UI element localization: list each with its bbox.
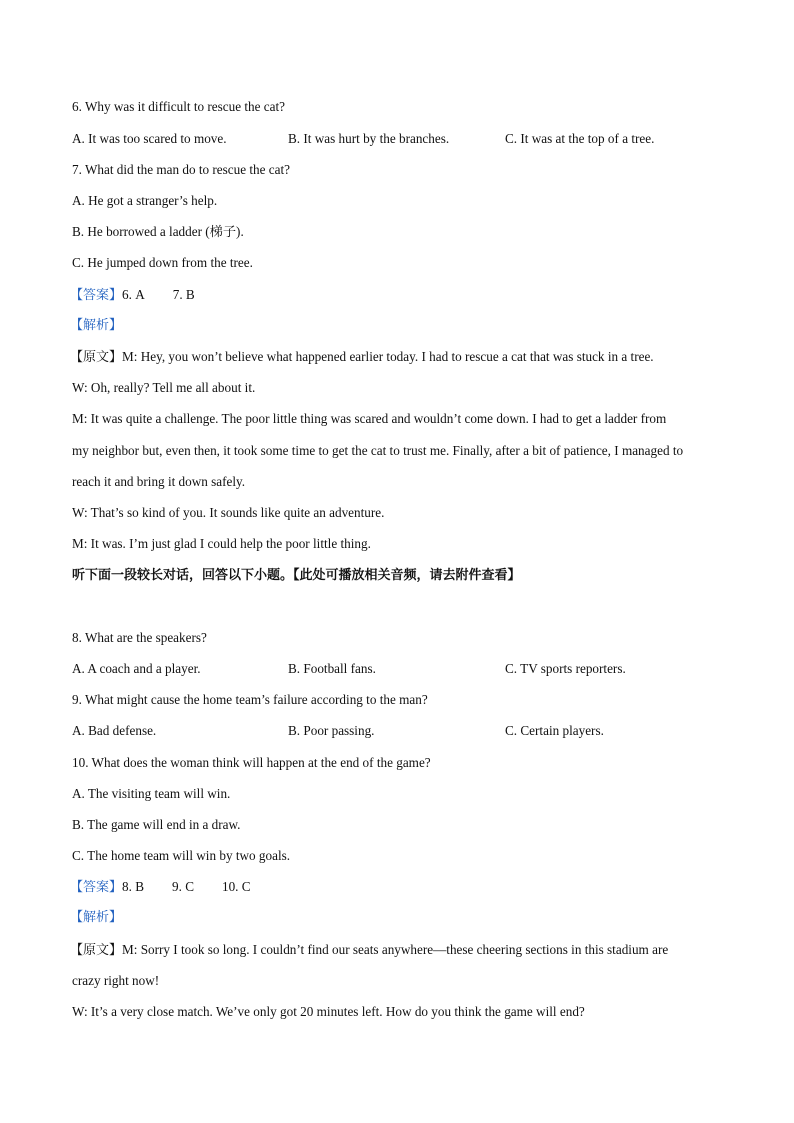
answer-7: 7. B	[172, 287, 195, 302]
analysis-label-1: 【解析】	[70, 318, 123, 333]
q9-option-a: A. Bad defense.	[72, 723, 157, 738]
q7-option-c: C. He jumped down from the tree.	[72, 255, 253, 270]
transcript-1-line-2: M: It was quite a challenge. The poor little thing was scared and wouldn’t come down. I had to get a ladder from	[72, 411, 667, 426]
transcript-2-line-2: W: It’s a very close match. We’ve only got 20 minutes left. How do you think the game will end?	[72, 1004, 585, 1019]
answer-label: 【答案】	[70, 288, 123, 303]
analysis-label-2: 【解析】	[70, 910, 123, 925]
section-instruction: 听下面一段较长对话，回答以下小题。【此处可播放相关音频，请去附件查看】	[72, 568, 521, 583]
transcript-1-line-6: M: It was. I’m just glad I could help the poor little thing.	[72, 536, 371, 551]
q6-option-b: B. It was hurt by the branches.	[288, 131, 450, 146]
transcript-1-line-4: reach it and bring it down safely.	[72, 474, 246, 489]
q8-option-a: A. A coach and a player.	[72, 661, 201, 676]
q8-option-b: B. Football fans.	[288, 661, 376, 676]
q7-option-a: A. He got a stranger’s help.	[72, 193, 218, 208]
q8-option-c: C. TV sports reporters.	[505, 661, 626, 676]
transcript-1-line-3: my neighbor but, even then, it took some time to get the cat to trust me. Finally, after a bit of patience, I managed to	[72, 443, 684, 458]
q7-option-b: B. He borrowed a ladder (梯子).	[72, 224, 244, 239]
transcript-2-line-0: 【原文】M: Sorry I took so long. I couldn’t find our seats anywhere—these cheering sections in this stadium are	[70, 942, 669, 958]
q6-option-c: C. It was at the top of a tree.	[505, 131, 655, 146]
question-9: 9. What might cause the home team’s failure according to the man?	[72, 692, 428, 707]
transcript-1-line-5: W: That’s so kind of you. It sounds like quite an adventure.	[72, 505, 385, 520]
question-10: 10. What does the woman think will happen at the end of the game?	[72, 755, 431, 770]
q10-option-c: C. The home team will win by two goals.	[72, 848, 291, 863]
answer-label: 【答案】	[70, 880, 123, 895]
answer-block-1	[70, 286, 195, 305]
transcript-label: 【原文】	[70, 943, 123, 958]
question-7: 7. What did the man do to rescue the cat?	[72, 162, 291, 177]
answer-block-2	[70, 878, 251, 897]
question-6: 6. Why was it difficult to rescue the cat?	[72, 99, 286, 114]
transcript-1-line-1: W: Oh, really? Tell me all about it.	[72, 380, 256, 395]
answer-10: 10. C	[221, 879, 251, 894]
q10-option-b: B. The game will end in a draw.	[72, 817, 241, 832]
transcript-1-line-0: 【原文】M: Hey, you won’t believe what happened earlier today. I had to rescue a cat that was stuck in a tree.	[70, 349, 654, 365]
q9-option-b: B. Poor passing.	[288, 723, 375, 738]
q9-option-c: C. Certain players.	[505, 723, 604, 738]
answer-8: 8. B	[122, 879, 144, 894]
answer-9: 9. C	[172, 879, 194, 894]
transcript-label: 【原文】	[70, 350, 123, 365]
answer-6: 6. A	[122, 287, 145, 302]
question-8: 8. What are the speakers?	[72, 630, 207, 645]
q6-option-a: A. It was too scared to move.	[72, 131, 227, 146]
q10-option-a: A. The visiting team will win.	[72, 786, 231, 801]
transcript-2-line-1: crazy right now!	[72, 973, 160, 988]
